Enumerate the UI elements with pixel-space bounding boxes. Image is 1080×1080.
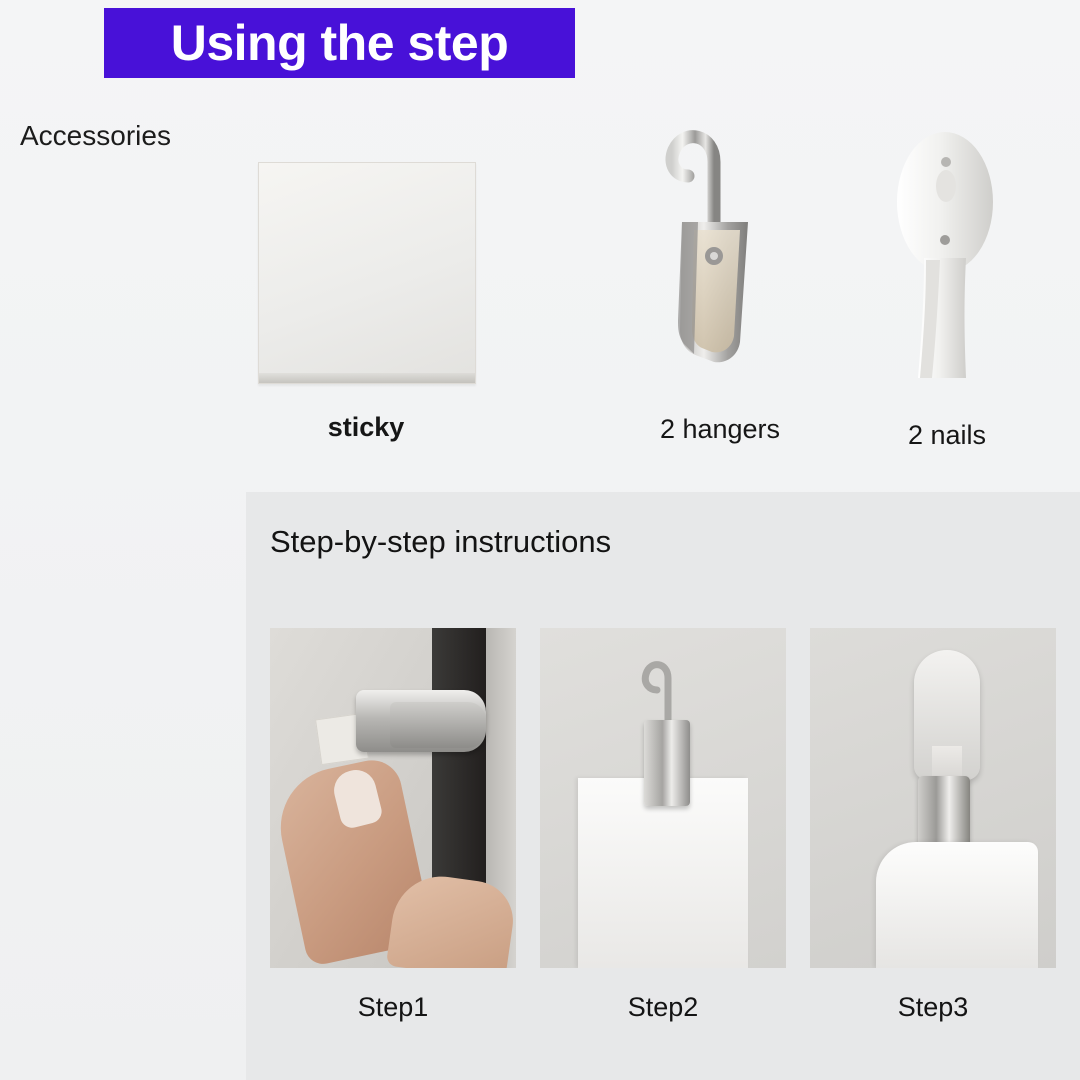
hook-clip-graphic bbox=[636, 104, 796, 382]
step2-clip-hanging-photo bbox=[540, 628, 786, 968]
sticky-pad-label: sticky bbox=[327, 412, 405, 442]
hanger-clip-label: 2 hangers bbox=[659, 414, 781, 444]
wall-hook-label: 2 nails bbox=[907, 420, 987, 450]
hook-clip-icon bbox=[636, 104, 796, 382]
step2-caption: Step2 bbox=[627, 992, 699, 1022]
accessories-section-label: Accessories bbox=[20, 120, 171, 151]
wall-hook-graphic bbox=[880, 130, 1010, 390]
step3-towel-hung-photo bbox=[810, 628, 1056, 968]
page-title: Using the step bbox=[170, 15, 509, 71]
steps-panel bbox=[246, 492, 1080, 1080]
steps-section-title: Step-by-step instructions bbox=[270, 524, 612, 559]
adhesive-square-icon bbox=[258, 162, 476, 384]
step1-press-adhesive-photo bbox=[270, 628, 516, 968]
step3-caption: Step3 bbox=[897, 992, 969, 1022]
wall-hook-icon bbox=[880, 130, 1010, 390]
step1-caption: Step1 bbox=[357, 992, 429, 1022]
step2-hook-graphic bbox=[638, 652, 698, 728]
step-image-row bbox=[270, 628, 1056, 968]
